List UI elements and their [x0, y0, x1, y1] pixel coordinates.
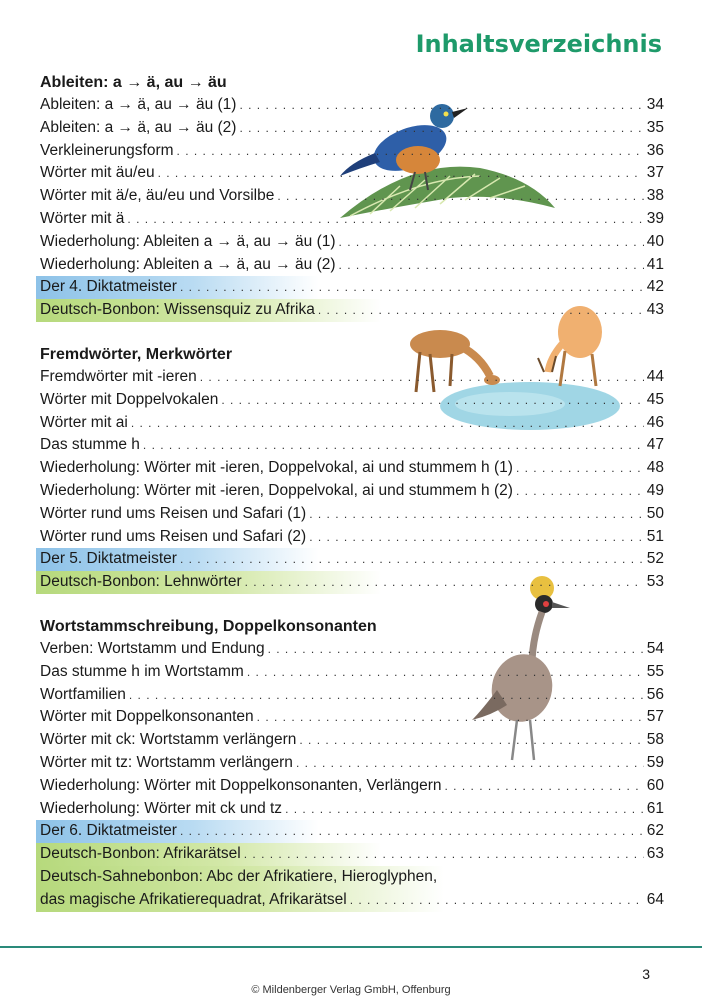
toc-entry-text: Wörter mit Doppelvokalen: [40, 390, 219, 408]
toc-entry-text: Deutsch-Bonbon: Afrikarätsel: [40, 845, 241, 863]
dot-leader: [239, 94, 643, 117]
toc-entry-text: Das stumme h im Wortstamm: [40, 662, 244, 680]
dot-leader: [309, 503, 644, 526]
toc-entry[interactable]: [36, 457, 664, 480]
toc-entry-text: Fremdwörter mit -ieren: [40, 367, 197, 385]
toc-entry[interactable]: [36, 208, 664, 231]
page-number: 3: [642, 966, 650, 982]
toc-entry-text: Wörter mit tz: Wortstamm verlängern: [40, 753, 293, 771]
toc-entry[interactable]: [36, 254, 664, 277]
dot-leader: [129, 684, 644, 707]
dot-leader: [516, 480, 644, 503]
toc-entry-page: 41: [646, 255, 664, 273]
toc-entry-page: 39: [646, 209, 664, 227]
toc-entry-page: 48: [646, 459, 664, 477]
toc-entry-text: Wiederholung: Wörter mit -ieren, Doppelvokal, ai und stummem h (1): [40, 459, 513, 477]
toc-entry-page: 43: [646, 301, 664, 319]
toc-entry[interactable]: [36, 94, 664, 117]
toc-entry[interactable]: [36, 389, 664, 412]
toc-entry-text: Deutsch-Bonbon: Wissensquiz zu Afrika: [40, 301, 315, 319]
toc-entry-text: Wörter mit ai: [40, 413, 128, 431]
toc-entry-text: Wiederholung: Wörter mit Doppelkonsonanten, Verlängern: [40, 776, 442, 794]
dot-leader: [200, 366, 644, 389]
section-title: Fremdwörter, Merkwörter: [40, 345, 233, 363]
toc-entry-text: Verkleinerungsform: [40, 141, 174, 159]
toc-entry-page: 58: [646, 731, 664, 749]
toc-entry-text: Deutsch-Sahnebonbon: Abc der Afrikatiere, Hieroglyphen,: [40, 867, 438, 885]
toc-entry-page: 64: [646, 890, 664, 908]
toc-entry[interactable]: [36, 775, 664, 798]
toc-entry-page: 47: [646, 436, 664, 454]
dot-leader: [309, 526, 644, 549]
toc-entry-text: Wörter rund ums Reisen und Safari (1): [40, 504, 307, 522]
toc-entry-text: Deutsch-Bonbon: Lehnwörter: [40, 573, 242, 591]
toc-entry-text: Wörter rund ums Reisen und Safari (2): [40, 527, 307, 545]
toc-entry-page: 59: [646, 753, 664, 771]
dot-leader: [127, 208, 643, 231]
toc-entry[interactable]: [36, 729, 664, 752]
toc-entry-page: 53: [646, 573, 664, 591]
toc-entry-page: 40: [646, 232, 664, 250]
dot-leader: [257, 706, 644, 729]
toc-entry-text: Wörter mit äu/eu: [40, 164, 155, 182]
toc-entry-page: 38: [646, 187, 664, 205]
toc-entry-page: 36: [646, 141, 664, 159]
toc-entry-page: 49: [646, 481, 664, 499]
toc-entry[interactable]: [36, 571, 664, 594]
toc-entry[interactable]: [36, 434, 664, 457]
dot-leader: [244, 843, 644, 866]
toc-entry[interactable]: [36, 843, 664, 866]
dot-leader: [221, 389, 643, 412]
section-title: Ableiten: a → ä, au → äu: [40, 74, 227, 91]
dot-leader: [180, 820, 644, 843]
toc-entry-text: Wortfamilien: [40, 685, 126, 703]
toc-entry-text: Der 4. Diktatmeister: [40, 278, 177, 296]
dot-leader: [143, 434, 644, 457]
toc-entry-page: 44: [646, 367, 664, 385]
toc-entry[interactable]: [36, 661, 664, 684]
toc-section: [36, 72, 664, 322]
dot-leader: [180, 548, 644, 571]
toc-entry-page: 63: [646, 845, 664, 863]
dot-leader: [239, 117, 643, 140]
dot-leader: [285, 798, 644, 821]
toc-entry-text: Wiederholung: Wörter mit -ieren, Doppelvokal, ai und stummem h (2): [40, 481, 513, 499]
toc-entry[interactable]: [36, 684, 664, 707]
footer-divider: [0, 946, 702, 948]
toc-entry-page: 51: [646, 527, 664, 545]
toc-entry-page: 56: [646, 685, 664, 703]
toc-entry-page: 57: [646, 708, 664, 726]
toc-entry[interactable]: [36, 480, 664, 503]
toc-entry[interactable]: [36, 548, 664, 571]
toc-section: [36, 344, 664, 594]
toc-entry[interactable]: [36, 638, 664, 661]
toc-entry-text: Verben: Wortstamm und Endung: [40, 639, 265, 657]
dot-leader: [268, 638, 644, 661]
toc-entry[interactable]: [36, 185, 664, 208]
dot-leader: [277, 185, 643, 208]
dot-leader: [158, 162, 644, 185]
toc-entry[interactable]: [36, 798, 664, 821]
toc-entry-page: 42: [646, 278, 664, 296]
copyright-notice: © Mildenberger Verlag GmbH, Offenburg: [251, 984, 451, 996]
toc-entry-page: 35: [646, 118, 664, 136]
toc-entry-page: 62: [646, 822, 664, 840]
toc-entry-text: Ableiten: a → ä, au → äu (1): [40, 96, 237, 113]
table-of-contents: [36, 70, 664, 934]
dot-leader: [247, 661, 644, 684]
dot-leader: [245, 571, 644, 594]
dot-leader: [180, 276, 644, 299]
dot-leader: [131, 412, 644, 435]
toc-entry-text: Wörter mit ä/e, äu/eu und Vorsilbe: [40, 187, 275, 205]
toc-entry-page: 60: [646, 776, 664, 794]
toc-entry-page: 45: [646, 390, 664, 408]
toc-entry-text: Der 6. Diktatmeister: [40, 822, 177, 840]
toc-entry[interactable]: [36, 299, 664, 322]
section-title: Wortstammschreibung, Doppelkonsonanten: [40, 617, 377, 635]
toc-entry-text: Wörter mit ä: [40, 209, 125, 227]
toc-entry-text: das magische Afrikatierequadrat, Afrikarätsel: [40, 890, 347, 908]
toc-entry-text: Ableiten: a → ä, au → äu (2): [40, 118, 237, 136]
toc-entry[interactable]: [36, 162, 664, 185]
dot-leader: [177, 140, 644, 163]
dot-leader: [339, 254, 644, 277]
dot-leader: [318, 299, 644, 322]
toc-entry-page: 61: [646, 799, 664, 817]
toc-section: [36, 616, 664, 912]
toc-entry[interactable]: [36, 140, 664, 163]
dot-leader: [445, 775, 644, 798]
toc-entry-page: 37: [646, 164, 664, 182]
toc-entry[interactable]: [36, 752, 664, 775]
toc-entry-page: 54: [646, 639, 664, 657]
dot-leader: [296, 752, 644, 775]
toc-entry[interactable]: [36, 366, 664, 389]
toc-entry-page: 55: [646, 662, 664, 680]
toc-entry[interactable]: [36, 503, 664, 526]
dot-leader: [516, 457, 644, 480]
toc-entry[interactable]: [36, 117, 664, 140]
toc-entry[interactable]: [36, 706, 664, 729]
toc-entry[interactable]: [36, 820, 664, 843]
toc-entry-text: Das stumme h: [40, 436, 140, 454]
toc-entry-page: 50: [646, 504, 664, 522]
page-title: Inhaltsverzeichnis: [415, 30, 662, 58]
toc-entry-page: 46: [646, 413, 664, 431]
dot-leader: [350, 889, 644, 912]
toc-entry-text: Wiederholung: Ableiten a → ä, au → äu (2): [40, 255, 336, 273]
toc-entry[interactable]: [36, 866, 664, 912]
toc-entry-text: Wiederholung: Ableiten a → ä, au → äu (1): [40, 232, 336, 250]
toc-entry[interactable]: [36, 412, 664, 435]
toc-entry-text: Wiederholung: Wörter mit ck und tz: [40, 799, 283, 817]
toc-entry[interactable]: [36, 276, 664, 299]
toc-entry-page: 34: [646, 96, 664, 113]
toc-entry-page: 52: [646, 550, 664, 568]
toc-entry-text: Wörter mit ck: Wortstamm verlängern: [40, 731, 297, 749]
toc-entry[interactable]: [36, 231, 664, 254]
toc-entry-text: Wörter mit Doppelkonsonanten: [40, 708, 254, 726]
dot-leader: [339, 231, 644, 254]
toc-entry[interactable]: [36, 526, 664, 549]
dot-leader: [299, 729, 643, 752]
toc-entry-text: Der 5. Diktatmeister: [40, 550, 177, 568]
